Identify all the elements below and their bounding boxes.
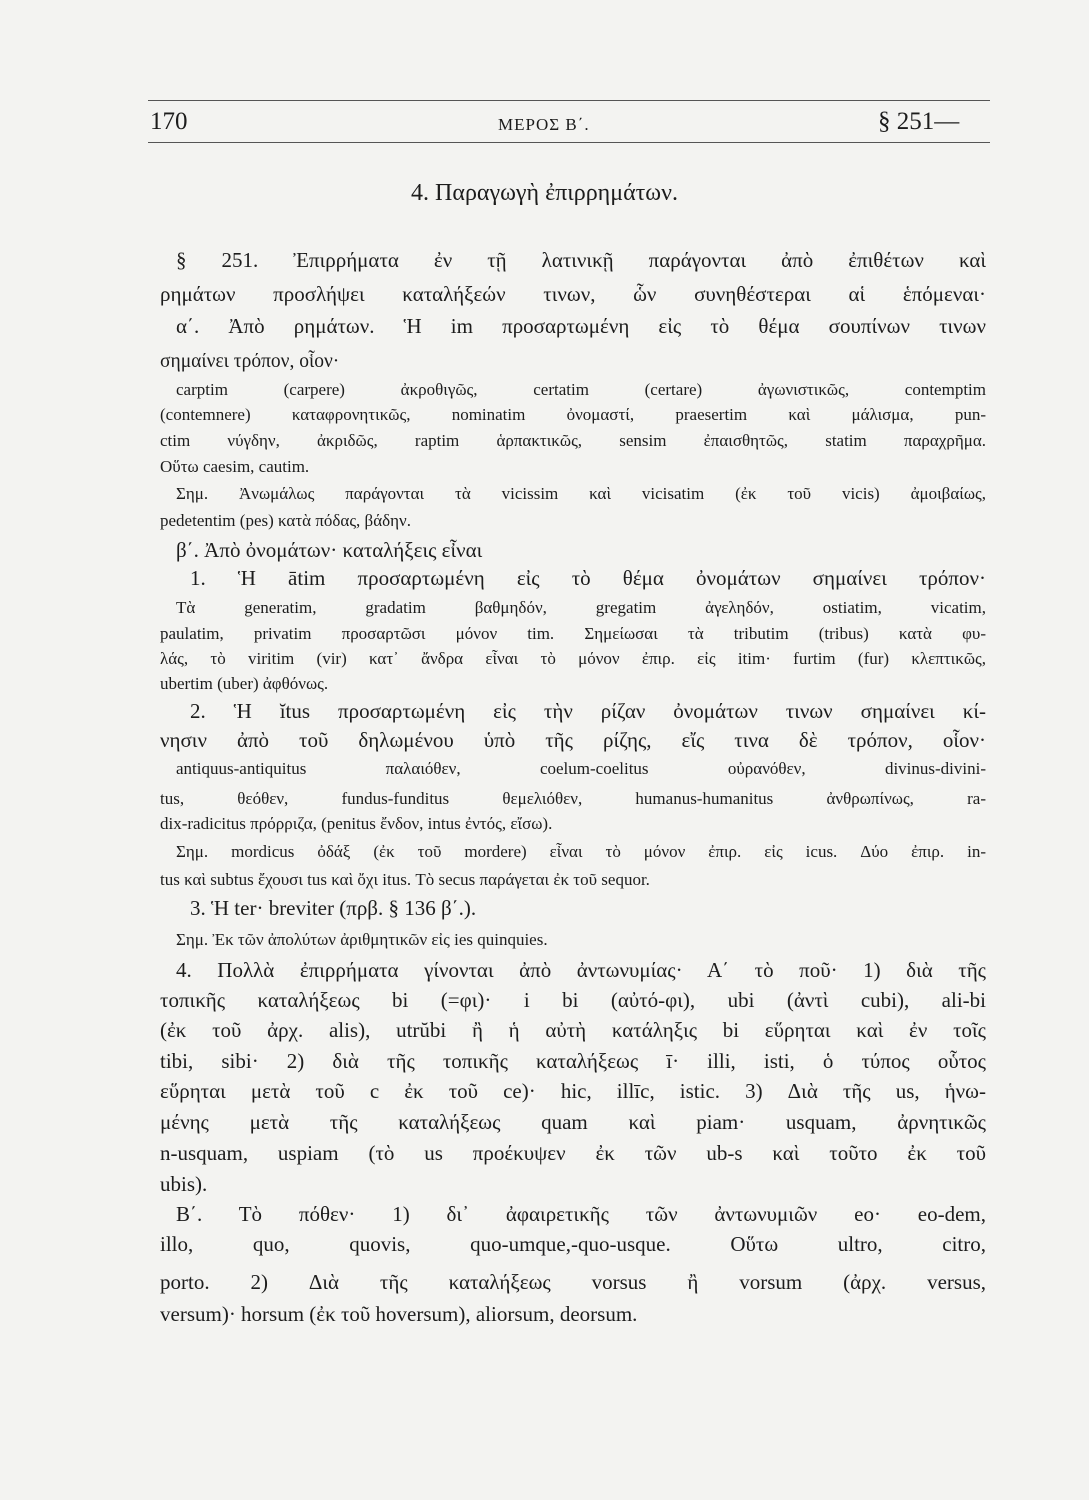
text-line: carptim (carpere) ἀκροθιγῶς, certatim (certare) ἀγωνιστικῶς, contemptim bbox=[176, 380, 986, 399]
text-line: (ἐκ τοῦ ἀρχ. alis), utrŭbi ἢ ἡ αὐτὴ κατάληξις bi εὕρηται καὶ ἐν τοῖς bbox=[160, 1018, 986, 1042]
text-line: 2. Ἡ ĭtus προσαρτωμένη εἰς τὴν ρίζαν ὀνομάτων τινων σημαίνει κί- bbox=[190, 699, 986, 723]
text-line: 1. Ἡ ātim προσαρτωμένη εἰς τὸ θέμα ὀνομάτων σημαίνει τρόπον· bbox=[190, 566, 986, 590]
text-line: α΄. Ἀπὸ ρημάτων. Ἡ im προσαρτωμένη εἰς τὸ θέμα σουπίνων τινων bbox=[176, 314, 986, 338]
text-line: ctim νύγδην, ἀκριδῶς, raptim ἁρπακτικῶς, sensim ἐπαισθητῶς, statim παραχρῆμα. bbox=[160, 431, 986, 450]
text-line: 3. Ἡ ter· breviter (πρβ. § 136 β΄.). bbox=[190, 896, 477, 920]
text-line: Σημ. Ἐκ τῶν ἀπολύτων ἀριθμητικῶν εἰς ies quinquies. bbox=[176, 930, 548, 949]
section-reference: § 251— bbox=[878, 108, 960, 135]
text-line: paulatim, privatim προσαρτῶσι μόνον tim. Σημείωσαι τὰ tributim (tribus) κατὰ φυ- bbox=[160, 624, 986, 643]
text-line: § 251. Ἐπιρρήματα ἐν τῇ λατινικῇ παράγονται ἀπὸ ἐπιθέτων καὶ bbox=[176, 248, 986, 272]
text-line: Β΄. Τὸ πόθεν· 1) δι᾽ ἀφαιρετικῆς τῶν ἀντωνυμιῶν eo· eo-dem, bbox=[176, 1202, 986, 1226]
text-line: Σημ. Ἀνωμάλως παράγονται τὰ vicissim καὶ vicisatim (ἐκ τοῦ vicis) ἀμοιβαίως, bbox=[176, 484, 986, 503]
text-line: μένης μετὰ τῆς καταλήξεως quam καὶ piam· usquam, ἀρνητικῶς bbox=[160, 1110, 986, 1134]
text-line: antiquus-antiquitus παλαιόθεν, coelum-coelitus οὐρανόθεν, divinus-divini- bbox=[176, 759, 986, 778]
text-line: ubertim (uber) ἀφθόνως. bbox=[160, 674, 329, 693]
text-line: β΄. Ἀπὸ ὀνομάτων· καταλήξεις εἶναι bbox=[176, 538, 483, 562]
text-line: λάς, τὸ viritim (vir) κατ᾽ ἄνδρα εἶναι τὸ μόνον ἐπιρ. εἰς itim· furtim (fur) κλεπτικῶς, bbox=[160, 649, 986, 668]
header-rule-bottom bbox=[148, 142, 990, 143]
text-line: 4. Πολλὰ ἐπιρρήματα γίνονται ἀπὸ ἀντωνυμίας· Α΄ τὸ ποῦ· 1) διὰ τῆς bbox=[176, 958, 986, 982]
text-line: Τὰ generatim, gradatim βαθμηδόν, gregatim ἀγεληδόν, ostiatim, vicatim, bbox=[176, 598, 986, 617]
text-line: ρημάτων προσλήψει καταλήξεών τινων, ὧν συνηθέστεραι αἱ ἑπόμεναι· bbox=[160, 282, 986, 306]
text-line: σημαίνει τρόπον, οἷον· bbox=[160, 351, 340, 372]
text-line: Οὕτω caesim, cautim. bbox=[160, 457, 310, 476]
running-title: ΜΕΡΟΣ Β΄. bbox=[498, 115, 590, 134]
text-line: dix-radicitus πρόρριζα, (penitus ἔνδον, intus ἐντός, εἴσω). bbox=[160, 814, 553, 833]
text-line: porto. 2) Διὰ τῆς καταλήξεως vorsus ἢ vorsum (ἀρχ. versus, bbox=[160, 1270, 986, 1294]
text-line: tus, θεόθεν, fundus-funditus θεμελιόθεν, humanus-humanitus ἀνθρωπίνως, ra- bbox=[160, 789, 986, 808]
page-number: 170 bbox=[150, 108, 188, 135]
text-line: εὕρηται μετὰ τοῦ c ἐκ τοῦ ce)· hic, illīc, istic. 3) Διὰ τῆς us, ἡνω- bbox=[160, 1079, 986, 1103]
header-rule-top bbox=[148, 100, 990, 101]
text-line: (contemnere) καταφρονητικῶς, nominatim ὀνομαστί, praesertim καὶ μάλισμα, pun- bbox=[160, 405, 986, 424]
text-line: Σημ. mordicus ὀδάξ (ἐκ τοῦ mordere) εἶναι τὸ μόνον ἐπιρ. εἰς icus. Δύο ἐπιρ. in- bbox=[176, 842, 986, 861]
text-line: n-usquam, uspiam (τὸ us προέκυψεν ἐκ τῶν ub-s καὶ τοῦτο ἐκ τοῦ bbox=[160, 1141, 986, 1165]
text-line: τοπικῆς καταλήξεως bi (=φι)· i bi (αὐτό-φι), ubi (ἀντὶ cubi), ali-bi bbox=[160, 988, 986, 1012]
text-line: illo, quo, quovis, quo-umque,-quo-usque. Οὕτω ultro, citro, bbox=[160, 1232, 986, 1256]
text-line: pedetentim (pes) κατὰ πόδας, βάδην. bbox=[160, 511, 411, 530]
text-line: tibi, sibi· 2) διὰ τῆς τοπικῆς καταλήξεως ī· illi, isti, ὁ τύπος οὗτος bbox=[160, 1049, 986, 1073]
text-line: ubis). bbox=[160, 1172, 208, 1196]
section-title: 4. Παραγωγὴ ἐπιρρημάτων. bbox=[411, 180, 678, 206]
text-line: νησιν ἀπὸ τοῦ δηλωμένου ὑπὸ τῆς ρίζης, εἴς τινα δὲ τρόπον, οἷον· bbox=[160, 728, 986, 752]
text-line: tus καὶ subtus ἔχουσι tus καὶ ὄχι itus. Τὸ secus παράγεται ἐκ τοῦ sequor. bbox=[160, 870, 650, 889]
text-line: versum)· horsum (ἐκ τοῦ hoversum), aliorsum, deorsum. bbox=[160, 1302, 638, 1326]
